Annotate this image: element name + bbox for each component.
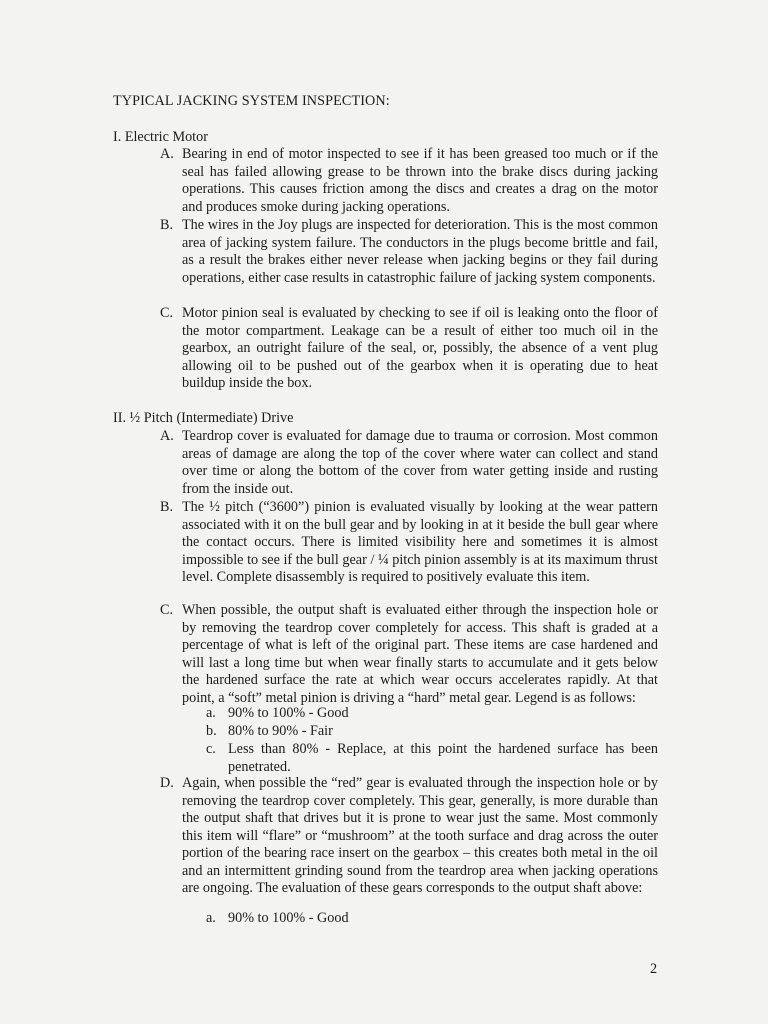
item-letter: A. (160, 146, 174, 162)
list-item (160, 499, 658, 587)
item-letter: A. (160, 428, 174, 444)
sub-list-item (206, 723, 658, 741)
list-item (160, 775, 658, 898)
page-title: TYPICAL JACKING SYSTEM INSPECTION: (113, 93, 390, 109)
list-item (160, 602, 658, 707)
sub-item-letter: b. (206, 723, 217, 739)
sub-item-text: 90% to 100% - Good (228, 910, 349, 926)
item-text: When possible, the output shaft is evaluated either through the inspection hole or by removing the teardrop cover completely for access. This shaft is graded at a percentage of what is left of the original part. These items are case hardened and will last a long time but when wear finally starts to accumulate and it gets below the hardened surface the rate at which wear occurs accelerates rapidly. At that point, a “soft” metal pinion is driving a “hard” metal gear. Legend is as follows: (182, 602, 658, 706)
item-text: Again, when possible the “red” gear is evaluated through the inspection hole or by removing the teardrop cover completely. This gear, generally, is more durable than the output shaft that drives but it is prone to wear just the same. Most commonly this item will “flare” or “mushroom” at the tooth surface and drag across the outer portion of the bearing race insert on the gearbox – this creates both metal in the oil and an intermittent grinding sound from the teardrop area when jacking operations are ongoing. The evaluation of these gears corresponds to the output shaft above: (182, 775, 658, 896)
item-text: Bearing in end of motor inspected to see if it has been greased too much or if the seal has failed allowing grease to be thrown into the brake discs during jacking operations. This causes friction among the discs and creates a drag on the motor and produces smoke during jacking operations. (182, 146, 658, 215)
item-letter: B. (160, 217, 174, 233)
sub-item-text: 80% to 90% - Fair (228, 723, 333, 739)
item-letter: B. (160, 499, 174, 515)
item-text: Teardrop cover is evaluated for damage due to trauma or corrosion. Most common areas of damage are along the top of the cover where water can collect and stand over time or along the bottom of the cover from water getting inside and rusting from the inside out. (182, 428, 658, 497)
list-item (160, 146, 658, 216)
sub-item-text: Less than 80% - Replace, at this point the hardened surface has been penetrated. (228, 741, 658, 775)
item-text: The wires in the Joy plugs are inspected for deterioration. This is the most common area of jacking system failure. The conductors in the plugs become brittle and fail, as a result the brakes either never release when jacking begins or they fail during operations, either case results in catastrophic failure of jacking system components. (182, 217, 658, 286)
sub-item-text: 90% to 100% - Good (228, 705, 349, 721)
item-letter: C. (160, 305, 174, 321)
sub-item-letter: c. (206, 741, 216, 757)
sub-list-item (206, 705, 658, 723)
sub-item-letter: a. (206, 705, 216, 721)
list-item (160, 305, 658, 393)
item-letter: C. (160, 602, 174, 618)
list-item (160, 428, 658, 498)
item-text: Motor pinion seal is evaluated by checking to see if oil is leaking onto the floor of the motor compartment. Leakage can be a result of either too much oil in the gearbox, an outright failure of the seal, or, possibly, the absence of a vent plug allowing oil to be pushed out of the gearbox when it is operating due to heat buildup inside the box. (182, 305, 658, 391)
item-letter: D. (160, 775, 174, 791)
sub-list-item (206, 741, 658, 776)
list-item (160, 217, 658, 287)
section-heading-electric-motor: I. Electric Motor (113, 129, 208, 145)
section-heading-pitch-drive: II. ½ Pitch (Intermediate) Drive (113, 410, 294, 426)
sub-item-letter: a. (206, 910, 216, 926)
sub-list-item (206, 910, 658, 928)
item-text: The ½ pitch (“3600”) pinion is evaluated visually by looking at the wear pattern associated with it on the bull gear and by looking in at it beside the bull gear where the contact occurs. There is limited visibility here and sometimes it is almost impossible to see if the bull gear / ¼ pitch pinion assembly is at its maximum thrust level. Complete disassembly is required to positively evaluate this item. (182, 499, 658, 585)
page-number: 2 (650, 961, 658, 977)
